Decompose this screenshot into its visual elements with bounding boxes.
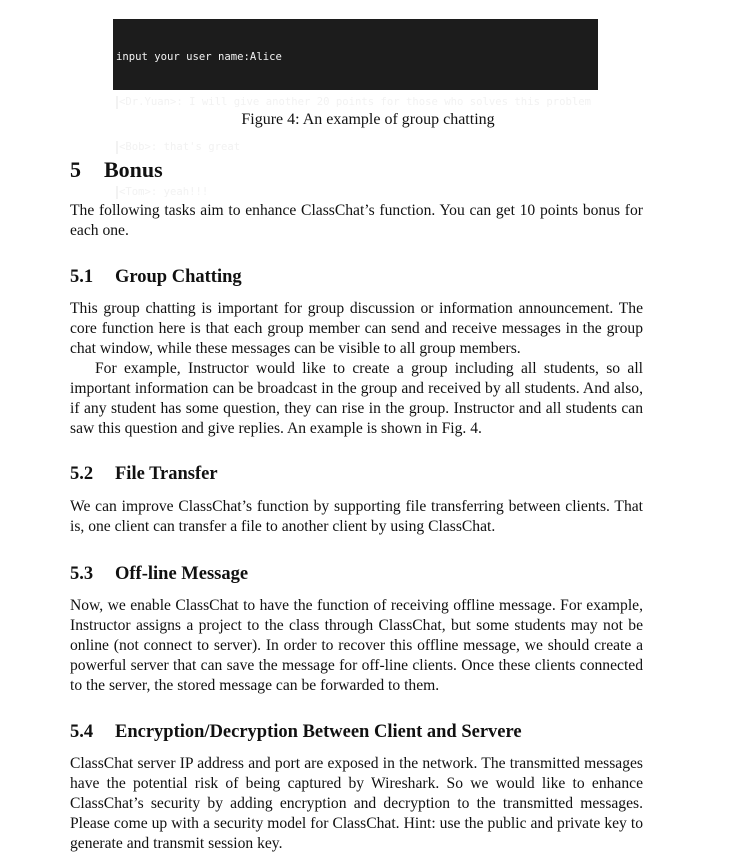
- paragraph-encryption: ClassChat server IP address and port are exposed in the network. The transmitted messages have the potential risk of being captured by Wireshark. So we would like to enhance ClassChat’s security by adding encryption and decryption to the transmitted messages. Please come up with a security model for ClassChat. Hint: use the public and private key to generate and transmit session key.: [70, 755, 643, 852]
- subsection-title: File Transfer: [115, 464, 218, 484]
- paragraph-group-chatting-1: This group chatting is important for group discussion or information announcement. The core function here is that each group member can send and receive messages in the group chat window, while these messages can be visible to all group members.: [70, 300, 643, 357]
- section-heading: [70, 156, 163, 184]
- terminal-line-text: <Tom>: yeah!!!: [119, 186, 209, 198]
- terminal-line-text: <Dr.Yuan>: I will give another 20 points for those who solves this problem: [119, 96, 591, 108]
- section-title: Bonus: [104, 157, 163, 182]
- subsection-title: Group Chatting: [115, 267, 242, 287]
- terminal-line: [116, 95, 598, 110]
- terminal-line: [116, 140, 598, 155]
- cursor-bar: [116, 96, 118, 109]
- subsection-number: 5.1: [70, 267, 94, 287]
- subsection-heading-offline-message: [70, 562, 248, 586]
- subsection-heading-encryption: [70, 720, 522, 744]
- subsection-number: 5.4: [70, 722, 94, 742]
- paragraph-group-chatting-2: For example, Instructor would like to create a group including all students, so all important information can be broadcast in the group and received by all students. And also, if any student has some question, they can rise in the group. Instructor and all students can saw this question and give replies. An example is shown in Fig. 4.: [70, 360, 643, 437]
- paragraph-offline-message: Now, we enable ClassChat to have the function of receiving offline message. For example, Instructor assigns a project to the class through ClassChat, but some students may not be online (not connect to server). In order to recover this offline message, we should create a powerful server that can save the message for off-line clients. Once these clients connected to the server, the stored message can be forwarded to them.: [70, 597, 643, 694]
- subsection-number: 5.3: [70, 564, 94, 584]
- section-intro: The following tasks aim to enhance ClassChat’s function. You can get 10 points bonus for each one.: [70, 202, 643, 239]
- terminal-line: input your user name:Alice: [116, 51, 282, 63]
- figure-caption: Figure 4: An example of group chatting: [241, 111, 495, 128]
- cursor-bar: [116, 186, 118, 199]
- subsection-number: 5.2: [70, 464, 94, 484]
- paragraph-file-transfer: We can improve ClassChat’s function by supporting file transferring between clients. That is, one client can transfer a file to another client by using ClassChat.: [70, 498, 643, 535]
- terminal-line-text: <Bob>: that's great: [119, 141, 241, 153]
- subsection-title: Encryption/Decryption Between Client and Servere: [115, 722, 522, 742]
- section-number: 5: [70, 157, 81, 182]
- cursor-bar: [116, 141, 118, 154]
- subsection-heading-group-chatting: [70, 265, 242, 289]
- subsection-heading-file-transfer: [70, 462, 218, 486]
- terminal-line: [116, 185, 598, 200]
- subsection-title: Off-line Message: [115, 564, 249, 584]
